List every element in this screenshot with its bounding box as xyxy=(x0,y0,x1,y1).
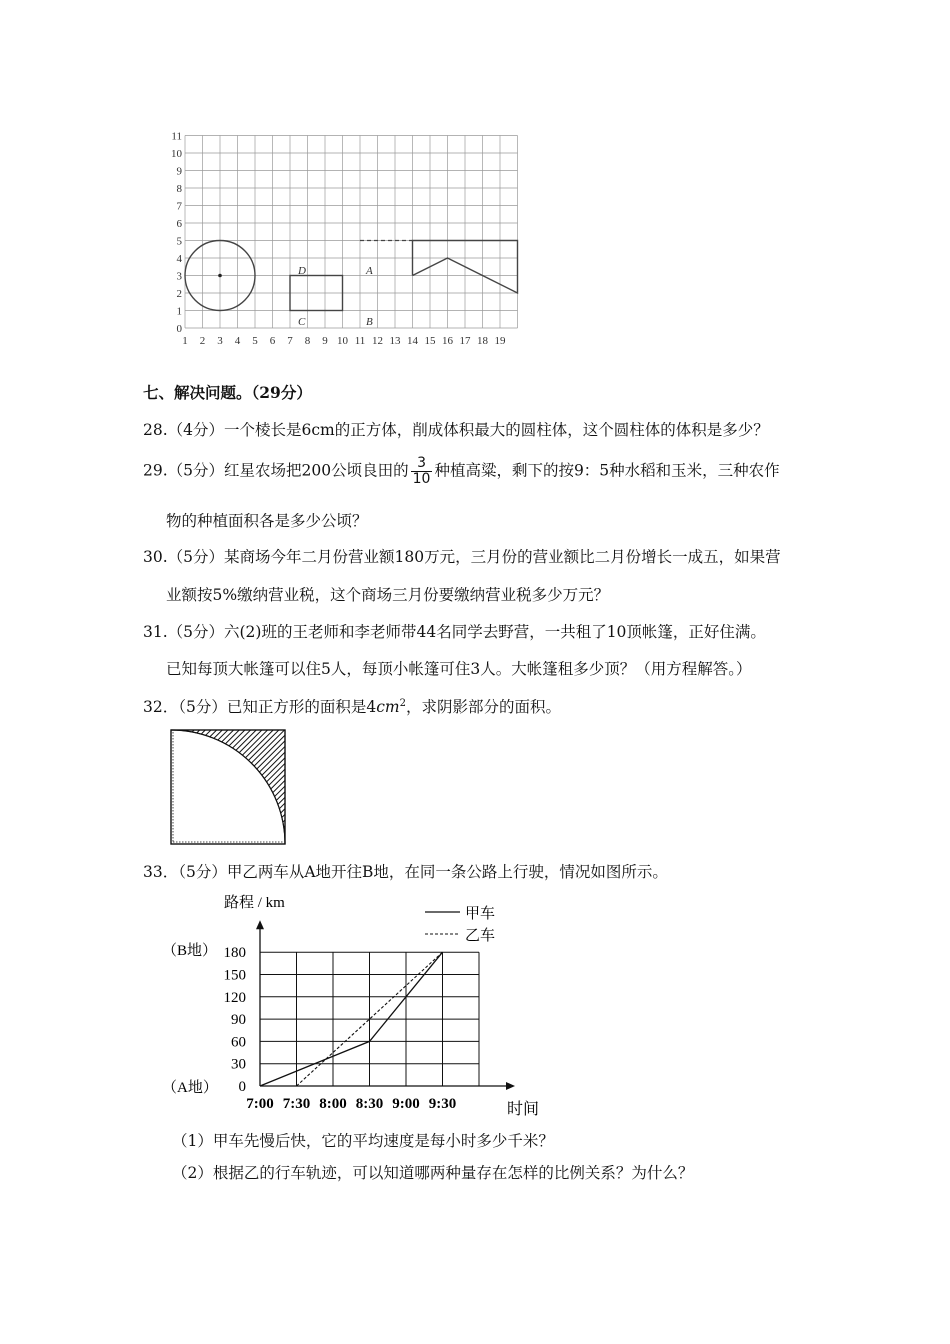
grid-x-tick-label: 15 xyxy=(424,335,436,347)
chart-y-ticks xyxy=(224,945,247,1095)
section-7-title: 七、解决问题。（29分） xyxy=(143,383,312,402)
question-33-sub2: （2）根据乙的行车轨迹，可以知道哪两种量存在怎样的比例关系？为什么？ xyxy=(172,1164,694,1182)
grid-y-tick-label: 5 xyxy=(176,235,182,248)
chart-y-tick-label: 0 xyxy=(238,1079,246,1095)
chart-x-tick-label: 8:30 xyxy=(355,1096,384,1112)
grid-x-tick-label: 10 xyxy=(337,335,348,347)
fraction-denominator: 10 xyxy=(412,471,431,487)
grid-y-tick-label: 2 xyxy=(176,288,182,300)
question-33: 33．（5分）甲乙两车从A地开往B地，在同一条公路上行驶，情况如图所示。 xyxy=(143,863,668,881)
grid-x-tick-label: 3 xyxy=(217,335,223,347)
chart-x-tick-label: 7:00 xyxy=(246,1096,274,1112)
legend-jia-label: 甲车 xyxy=(465,906,496,922)
question-31-line2: 已知每顶大帐篷可以住5人，每顶小帐篷可住3人。大帐篷租多少顶？（用方程解答。） xyxy=(166,660,752,678)
chart-x-axis-arrow xyxy=(506,1082,515,1090)
chart-x-tick-label: 7:30 xyxy=(282,1096,311,1112)
chart-y-axis-arrow xyxy=(256,920,264,929)
label-point-B: B xyxy=(366,316,373,328)
grid-x-tick-label: 17 xyxy=(459,335,471,347)
label-point-A: A xyxy=(366,265,373,277)
chart-y-tick-label: 60 xyxy=(231,1034,246,1051)
grid-x-tick-label: 9 xyxy=(322,335,328,347)
question-32-after: ，求阴影部分的面积。 xyxy=(405,698,561,717)
grid-x-tick-label: 4 xyxy=(234,335,241,347)
grid-x-tick-label: 12 xyxy=(372,335,383,347)
grid-y-tick-label: 10 xyxy=(171,148,182,160)
grid-x-tick-label: 1 xyxy=(182,335,188,347)
question-29-line2: 物的种植面积各是多少公顷？ xyxy=(166,512,368,530)
chart-b-label: （B地） xyxy=(162,943,218,959)
chart-x-ticks xyxy=(246,1096,456,1112)
grid-lines xyxy=(185,136,518,329)
legend-yi-label: 乙车 xyxy=(465,928,496,944)
grid-x-tick-label: 18 xyxy=(477,335,488,347)
grid-y-tick-label: 11 xyxy=(171,130,182,143)
label-point-C: C xyxy=(298,316,306,328)
fraction-3-10 xyxy=(411,456,433,487)
question-28: 28.（4分）一个棱长是6cm的正方体，削成体积最大的圆柱体，这个圆柱体的体积是多少？ xyxy=(143,421,769,439)
fraction-numerator: 3 xyxy=(411,456,433,472)
grid-x-tick-label: 7 xyxy=(287,335,293,347)
chart-a-label: （A地） xyxy=(162,1080,218,1096)
grid-y-tick-label: 3 xyxy=(176,270,182,283)
chart-x-tick-label: 9:30 xyxy=(428,1096,457,1112)
grid-x-tick-label: 14 xyxy=(407,335,418,347)
grid-x-ticks xyxy=(182,335,506,347)
chart-y-tick-label: 180 xyxy=(223,945,246,962)
question-31-line1: 31.（5分）六(2)班的王老师和李老师带44名同学去野营，一共租了10顶帐篷，正好住满。 xyxy=(143,623,766,641)
shaded-region xyxy=(171,730,285,844)
label-point-D: D xyxy=(298,265,306,277)
coordinate-grid-figure xyxy=(160,125,540,350)
chart-y-tick-label: 90 xyxy=(231,1012,246,1029)
grid-y-tick-label: 1 xyxy=(176,305,182,318)
chart-grid xyxy=(260,952,479,1086)
question-33-sub1: （1）甲车先慢后快，它的平均速度是每小时多少千米？ xyxy=(172,1132,554,1150)
question-32 xyxy=(143,694,561,717)
grid-x-tick-label: 11 xyxy=(354,335,366,347)
grid-y-tick-label: 6 xyxy=(176,218,182,230)
grid-y-tick-label: 0 xyxy=(176,323,182,335)
grid-y-tick-label: 9 xyxy=(176,165,182,178)
chart-y-tick-label: 150 xyxy=(223,967,246,984)
grid-y-tick-label: 4 xyxy=(176,253,182,265)
question-29-after: 种植高粱，剩下的按9：5种水稻和玉米，三种农作 xyxy=(434,461,780,480)
grid-x-tick-label: 13 xyxy=(389,335,401,347)
area-unit: cm xyxy=(376,698,400,717)
chart-x-tick-label: 8:00 xyxy=(319,1096,347,1112)
grid-x-tick-label: 16 xyxy=(442,335,453,347)
circle-center-point xyxy=(218,274,222,278)
chart-y-tick-label: 30 xyxy=(231,1056,246,1073)
question-30-line1: 30.（5分）某商场今年二月份营业额180万元，三月份的营业额比二月份增长一成五，如果营 xyxy=(143,548,781,566)
chart-legend xyxy=(425,905,495,944)
grid-y-tick-label: 8 xyxy=(176,183,182,195)
grid-x-tick-label: 8 xyxy=(304,335,311,347)
question-30-line2: 业额按5%缴纳营业税，这个商场三月份要缴纳营业税多少万元？ xyxy=(166,586,610,604)
grid-y-ticks xyxy=(171,131,183,336)
question-29-before: 29.（5分）红星农场把200公顷良田的 xyxy=(143,461,409,480)
grid-x-tick-label: 6 xyxy=(269,335,276,347)
chart-y-axis-label: 路程 / km xyxy=(224,895,285,911)
area-unit-exponent: 2 xyxy=(399,698,406,709)
question-32-before: 32．（5分）已知正方形的面积是4 xyxy=(143,698,377,717)
question-29-line1 xyxy=(143,456,780,487)
grid-y-tick-label: 7 xyxy=(176,200,182,213)
chart-x-axis-label: 时间 xyxy=(507,1101,540,1118)
distance-time-line-chart xyxy=(160,888,560,1120)
chart-x-tick-label: 9:00 xyxy=(392,1096,420,1112)
chart-y-tick-label: 120 xyxy=(223,989,246,1006)
grid-x-tick-label: 19 xyxy=(494,335,506,347)
square-shaded-figure xyxy=(168,727,290,847)
grid-x-tick-label: 2 xyxy=(199,335,206,347)
grid-x-tick-label: 5 xyxy=(252,335,258,347)
